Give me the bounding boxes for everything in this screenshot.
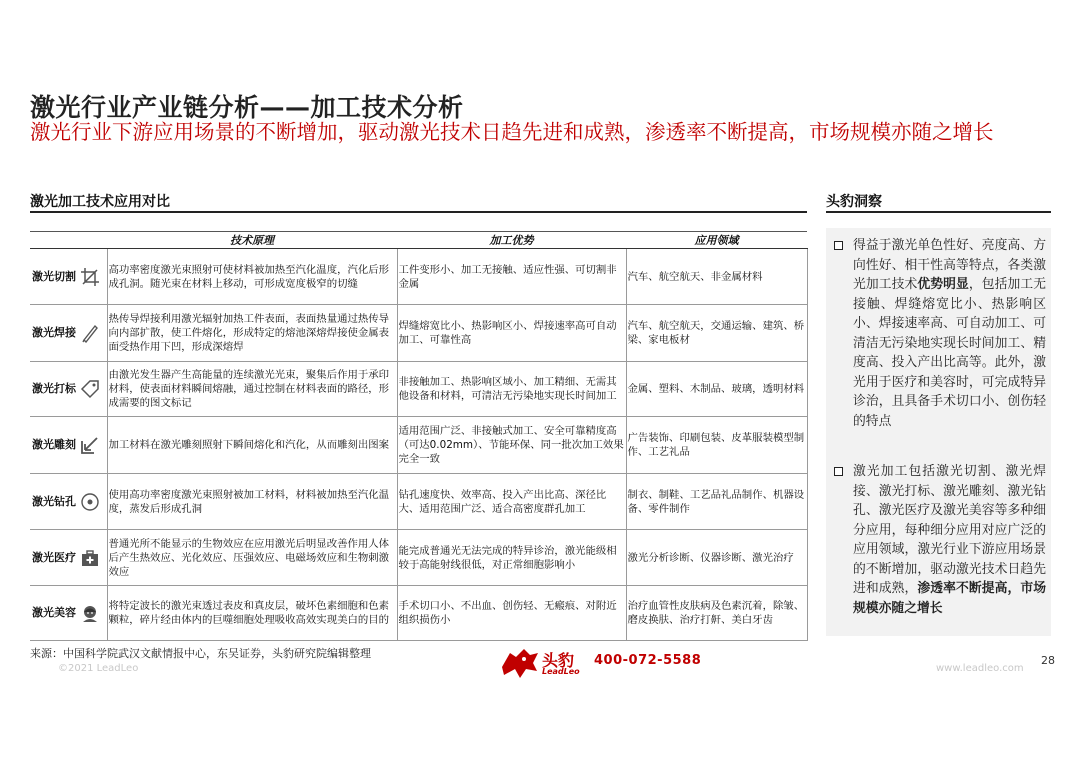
row-advantage: 手术切口小、不出血、创伤轻、无瘢痕、对附近组织损伤小 (397, 586, 626, 641)
right-section-divider (826, 211, 1051, 213)
table-row (30, 417, 807, 474)
row-principle: 使用高功率密度激光束照射被加工材料，材料被加热至汽化温度，蒸发后形成孔洞 (107, 474, 397, 530)
website: www.leadleo.com (936, 663, 1024, 674)
row-name-cell (30, 474, 107, 530)
checkbox-bullet-icon (834, 241, 843, 250)
row-name: 激光美容 (32, 606, 76, 619)
leopard-logo-icon (500, 645, 540, 681)
right-section-heading: 头豹洞察 (826, 194, 882, 210)
row-advantage: 工件变形小、加工无接触、适应性强、可切割非金属 (397, 249, 626, 305)
table-header-advantage: 加工优势 (397, 232, 626, 249)
copyright: ©2021 LeadLeo (58, 663, 139, 674)
insight-text: 得益于激光单色性好、亮度高、方向性好、相干性高等特点，各类激光加工技术优势明显，包括加工无接触、焊缝熔宽比小、热影响区小、焊接速率高、可自动加工、可清洁无污染地实现长时间加工、精度高、投入产出比高等。此外，激光用于医疗和美容时，可完成特异诊治，且具备手术切口小、创伤轻的特点 (853, 238, 1047, 429)
insight-bullet (834, 462, 1046, 618)
row-application: 金属、塑料、木制品、玻璃，透明材料 (626, 362, 807, 417)
left-section-heading: 激光加工技术应用对比 (30, 194, 170, 210)
row-principle: 将特定波长的激光束透过表皮和真皮层，破坏色素细胞和色素颗粒，碎片经由体内的巨噬细胞处理吸收高效实现美白的目的 (107, 586, 397, 641)
brand-sub: LeadLeo (542, 667, 580, 676)
tag-icon (80, 379, 100, 399)
row-name-cell (30, 530, 107, 586)
technology-comparison-table (30, 231, 808, 641)
row-application: 汽车、航空航天，交通运输、建筑、桥梁、家电板材 (626, 305, 807, 362)
table-row (30, 474, 807, 530)
table-row (30, 586, 807, 641)
source-note: 来源：中国科学院武汉文献情报中心，东吴证券，头豹研究院编辑整理 (30, 647, 371, 660)
target-icon (80, 492, 100, 512)
leadleo-logo (500, 645, 592, 681)
row-name-cell (30, 417, 107, 474)
row-principle: 由激光发生器产生高能量的连续激光光束，聚集后作用于承印材料，使表面材料瞬间熔融，通过控制在材料表面的路径，形成需要的图文标记 (107, 362, 397, 417)
row-advantage: 适用范围广泛、非接触式加工、安全可靠精度高（可达0.02mm）、节能环保、同一批次加工效果完全一致 (397, 417, 626, 474)
row-application: 激光分析诊断、仪器诊断、激光治疗 (626, 530, 807, 586)
row-application: 制衣、制鞋、工艺品礼品制作、机器设备、零件制作 (626, 474, 807, 530)
row-name: 激光打标 (32, 382, 76, 395)
row-application: 汽车、航空航天、非金属材料 (626, 249, 807, 305)
page-number: 28 (1041, 654, 1055, 667)
table-row (30, 530, 807, 586)
row-name: 激光医疗 (32, 550, 76, 564)
row-principle: 热传导焊接利用激光辐射加热工件表面，表面热量通过热传导向内部扩散，使工件熔化，形成特定的熔池深熔焊接使金属表面受热作用下凹，形成深熔焊 (107, 305, 397, 362)
row-advantage: 焊缝熔宽比小、热影响区小、焊接速率高可自动加工、可靠性高 (397, 305, 626, 362)
beauty-face-icon (80, 603, 100, 623)
row-name: 激光焊接 (32, 326, 76, 339)
row-principle: 普通光所不能显示的生物效应在应用激光后明显改善作用人体后产生热效应、光化效应、压强效应、电磁场效应和生物刺激效应 (107, 530, 397, 586)
row-principle: 高功率密度激光束照射可使材料被加热至汽化温度，汽化后形成孔洞。随光束在材料上移动，可形成宽度极窄的切缝 (107, 249, 397, 305)
row-application: 治疗血管性皮肤病及色素沉着，除皱、磨皮换肤、治疗打鼾、美白牙齿 (626, 586, 807, 641)
table-row (30, 362, 807, 417)
welding-pen-icon (80, 323, 100, 343)
table-header-row (30, 232, 807, 249)
engrave-arrow-icon (80, 435, 100, 455)
insight-bullet (834, 236, 1046, 431)
row-application: 广告装饰、印刷包装、皮革服装模型制作、工艺礼品 (626, 417, 807, 474)
row-principle: 加工材料在激光雕刻照射下瞬间熔化和汽化，从而雕刻出图案 (107, 417, 397, 474)
table-header-empty (30, 232, 107, 249)
insight-panel (826, 228, 1051, 636)
table-row (30, 305, 807, 362)
phone-number: 400-072-5588 (594, 653, 702, 668)
medical-kit-icon (80, 548, 100, 568)
row-name: 激光钻孔 (32, 494, 76, 508)
row-name: 激光雕刻 (32, 438, 76, 451)
row-advantage: 非接触加工、热影响区域小、加工精细、无需其他设备和材料，可清洁无污染地实现长时间加工 (397, 362, 626, 417)
brand-name: 头豹 (542, 651, 575, 670)
table-row (30, 249, 807, 305)
row-name-cell (30, 362, 107, 417)
page-subtitle: 激光行业下游应用场景的不断增加，驱动激光技术日趋先进和成熟，渗透率不断提高，市场规模亦随之增长 (30, 120, 994, 144)
row-name-cell (30, 249, 107, 305)
row-name-cell (30, 305, 107, 362)
row-name-cell (30, 586, 107, 641)
crop-icon (80, 267, 100, 287)
insight-text: 激光加工包括激光切割、激光焊接、激光打标、激光雕刻、激光钻孔、激光医疗及激光美容等多种细分应用，每种细分应用对应广泛的应用领域，激光行业下游应用场景的不断增加，驱动激光技术日趋先进和成熟，渗透率不断提高，市场规模亦随之增长 (853, 464, 1047, 616)
checkbox-bullet-icon (834, 467, 843, 476)
left-section-divider (30, 211, 807, 213)
table-header-principle: 技术原理 (107, 232, 397, 249)
row-advantage: 钻孔速度快、效率高、投入产出比高、深径比大、适用范围广泛、适合高密度群孔加工 (397, 474, 626, 530)
row-advantage: 能完成普通光无法完成的特异诊治，激光能级相较于高能射线很低，对正常细胞影响小 (397, 530, 626, 586)
page-title: 激光行业产业链分析——加工技术分析 (30, 93, 464, 122)
table-header-application: 应用领域 (626, 232, 807, 249)
row-name: 激光切割 (32, 269, 76, 283)
